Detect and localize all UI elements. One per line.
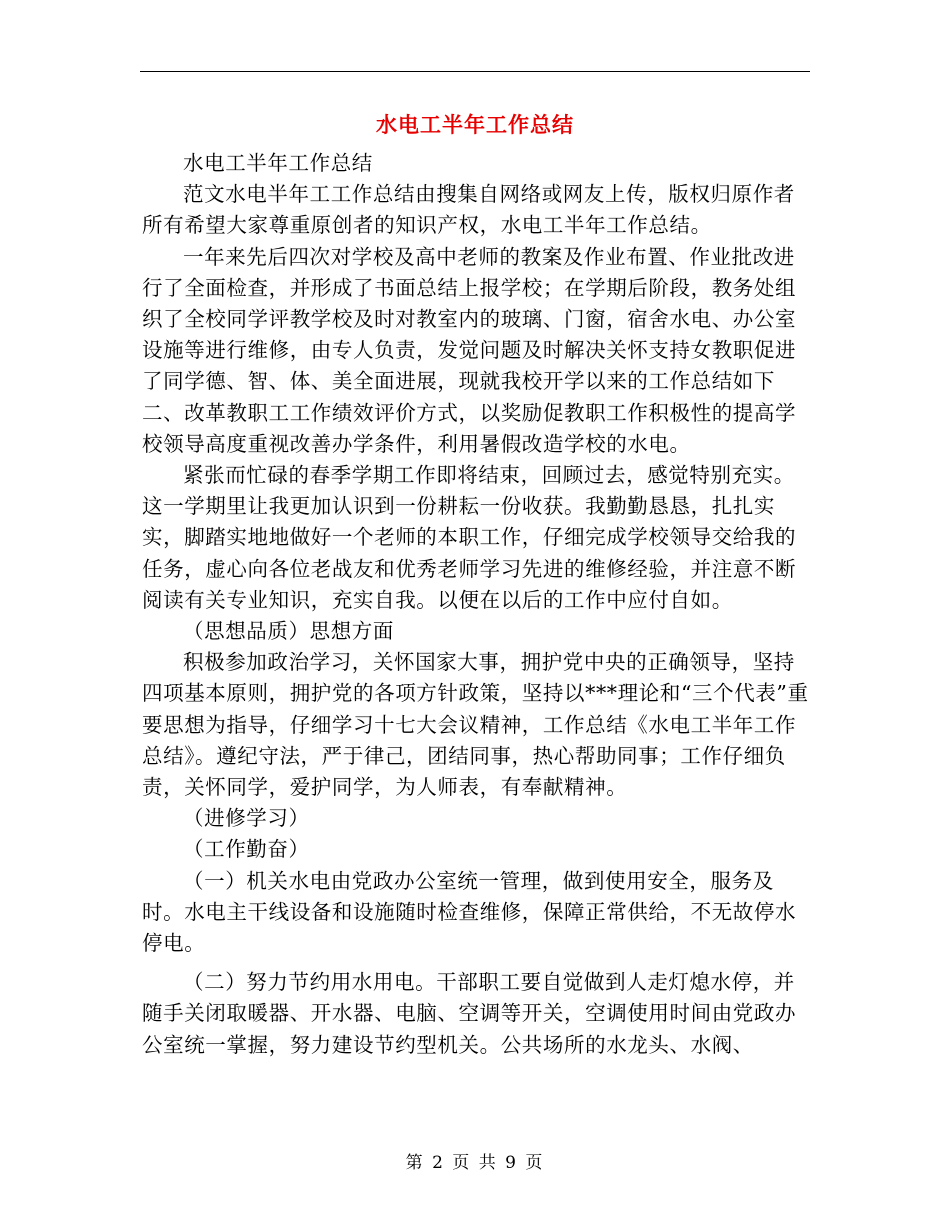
- body-paragraph: 一年来先后四次对学校及高中老师的教案及作业布置、作业批改进行了全面检查，并形成了书面总结上报学校；在学期后阶段，教务处组织了全校同学评教学校及时对教室内的玻璃、门窗，宿舍水电、办公室设施等进行维修，由专人负责，发觉问题及时解决关怀支持女教职促进了同学德、智、体、美全面进展，现就我校开学以来的工作总结如下二、改革教职工工作绩效评价方式，以奖励促教职工作积极性的提高学校领导高度重视改善办学条件，利用暑假改造学校的水电。: [142, 244, 797, 456]
- body-paragraph: 紧张而忙碌的春季学期工作即将结束，回顾过去，感觉特别充实。这一学期里让我更加认识到一份耕耘一份收获。我勤勤恳恳，扎扎实实，脚踏实地地做好一个老师的本职工作，仔细完成学校领导交给我的任务，虚心向各位老战友和优秀老师学习先进的维修经验，并注意不断阅读有关专业知识，充实自我。以便在以后的工作中应付自如。: [142, 463, 797, 612]
- section-heading: （进修学习）: [183, 806, 310, 831]
- body-paragraph: 积极参加政治学习，关怀国家大事，拥护党中央的正确领导，坚持四项基本原则，拥护党的各项方针政策，坚持以***理论和“三个代表”重要思想为指导，仔细学习十七大会议精神，工作总结《水电工半年工作总结》。遵纪守法，严于律己，团结同事，热心帮助同事；工作仔细负责，关怀同学，爱护同学，为人师表，有奉献精神。: [142, 650, 809, 800]
- document-title: 水电工半年工作总结: [376, 112, 574, 137]
- body-paragraph: 范文水电半年工工作总结由搜集自网络或网友上传，版权归原作者所有希望大家尊重原创者的知识产权，水电工半年工作总结。: [142, 182, 795, 238]
- document-body: [142, 148, 814, 1061]
- page-number: 第 2 页 共 9 页: [405, 1153, 545, 1173]
- section-heading: （思想品质）思想方面: [183, 619, 394, 644]
- header-rule: [140, 71, 810, 72]
- body-paragraph: （二）努力节约用水用电。干部职工要自觉做到人走灯熄水停，并随手关闭取暖器、开水器、电脑、空调等开关，空调使用时间由党政办公室统一掌握，努力建设节约型机关。公共场所的水龙头、水阀、: [142, 970, 797, 1057]
- body-paragraph: 水电工半年工作总结: [183, 151, 373, 175]
- section-heading: （工作勤奋）: [183, 837, 310, 862]
- body-paragraph: （一）机关水电由党政办公室统一管理，做到使用安全，服务及时。水电主干线设备和设施随时检查维修，保障正常供给，不无故停水停电。: [142, 868, 797, 956]
